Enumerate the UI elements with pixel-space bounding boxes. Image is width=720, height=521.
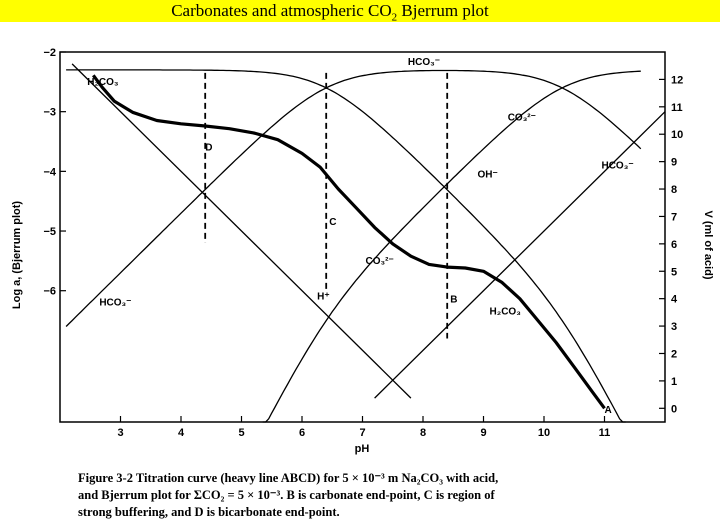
- annotation-label: OH⁻: [477, 169, 498, 181]
- y2-tick-label: 11: [671, 101, 683, 114]
- annotation-label: H₂CO₃: [87, 76, 119, 88]
- y2-tick-label: 9: [671, 156, 678, 169]
- x-tick-label: 6: [298, 427, 306, 439]
- caption-line-1: Figure 3-2 Titration curve (heavy line ABCD) for 5 × 10⁻³ m Na₂CO₃ with acid,: [78, 471, 499, 485]
- y2-tick-label: 12: [671, 74, 684, 87]
- y2-tick-label: 7: [671, 211, 678, 224]
- y2-tick-label: 3: [671, 321, 678, 334]
- titration-curve: [93, 75, 604, 408]
- hco3-curve: [66, 71, 641, 327]
- x-tick-label: 11: [598, 427, 611, 439]
- y2-tick-label: 10: [671, 129, 684, 142]
- y-tick-label: −5: [43, 226, 56, 239]
- oh-ion-line: [375, 112, 665, 398]
- annotation-label: HCO₃⁻: [99, 297, 132, 309]
- page-title: Carbonates and atmospheric $CO_2$ Bjerrum plot: [171, 1, 489, 24]
- y-tick-label: −2: [43, 47, 56, 59]
- y-tick-label: −3: [43, 106, 56, 119]
- y2-tick-label: 1: [671, 375, 678, 388]
- x-tick-label: 9: [480, 427, 487, 439]
- annotation-label: CO₃²⁻: [507, 112, 536, 124]
- y2-tick-label: 0: [671, 403, 678, 416]
- y2-tick-label: 8: [671, 184, 678, 197]
- y-axis-right: [659, 74, 683, 415]
- h-ion-line: [72, 64, 411, 398]
- x-tick-label: 8: [419, 427, 427, 439]
- annotation-label: H₂CO₃: [489, 306, 521, 318]
- figure-caption: [78, 470, 708, 521]
- y2-tick-label: 5: [671, 266, 678, 279]
- x-axis-title: pH: [354, 443, 370, 455]
- annotation-label: D: [205, 142, 213, 154]
- annotation-label: H⁺: [317, 291, 330, 303]
- x-tick-label: 4: [177, 427, 185, 439]
- annotation-label: B: [450, 294, 458, 306]
- annotation-group: [87, 57, 633, 416]
- y-axis-left: [43, 47, 66, 298]
- annotation-label: A: [604, 405, 612, 417]
- caption-line-2: and Bjerrum plot for ΣCO₂ = 5 × 10⁻³. B is carbonate end-point, C is region of: [78, 488, 495, 502]
- annotation-label: HCO₃⁻: [407, 57, 440, 69]
- y2-tick-label: 2: [671, 348, 678, 361]
- x-axis: [117, 416, 610, 439]
- annotation-label: C: [329, 217, 337, 229]
- curve-group: [66, 64, 665, 422]
- x-tick-label: 5: [238, 427, 245, 439]
- x-tick-label: 10: [537, 427, 551, 439]
- y-tick-label: −6: [43, 285, 56, 298]
- co3-curve: [263, 71, 641, 422]
- caption-line-3: strong buffering, and D is bicarbonate end-point.: [78, 505, 340, 519]
- h2co3-curve: [66, 70, 626, 422]
- x-tick-label: 7: [359, 427, 366, 439]
- y2-tick-label: 4: [671, 293, 678, 306]
- y-tick-label: −4: [43, 166, 56, 179]
- y-axis-title: Log a, (Bjerrum plot): [11, 200, 23, 310]
- annotation-label: HCO₃⁻: [601, 160, 634, 172]
- annotation-label: CO₃²⁻: [365, 255, 394, 267]
- y2-axis-title: V (ml of acid): [702, 210, 714, 280]
- x-tick-label: 3: [117, 427, 124, 439]
- y2-tick-label: 6: [671, 238, 678, 251]
